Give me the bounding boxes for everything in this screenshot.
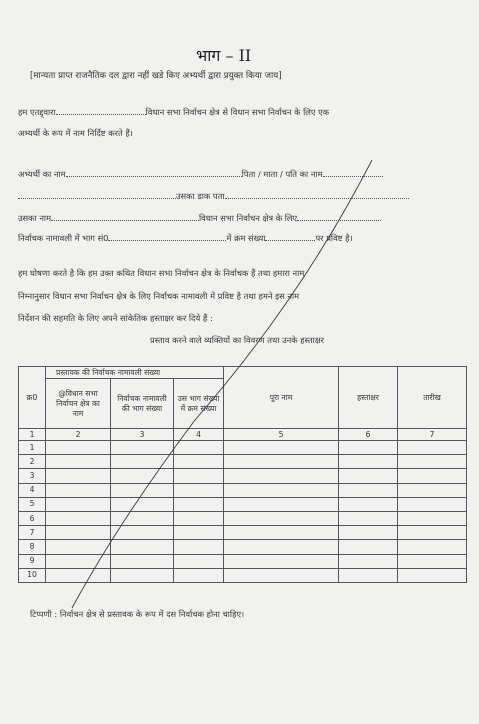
postal-address-label: उसका डाक पता bbox=[176, 191, 225, 201]
header-constituency: @विधान सभा निर्वाचन क्षेत्र का नाम bbox=[46, 379, 111, 429]
row-serial: 3 bbox=[19, 469, 46, 483]
header-group-roll: प्रस्तावक की निर्वाचक नामावली सख्या bbox=[46, 367, 224, 379]
header-full-name: पूरा नाम bbox=[224, 367, 339, 429]
column-number: 6 bbox=[339, 429, 398, 441]
column-number: 4 bbox=[174, 429, 224, 441]
header-date: तारीख bbox=[398, 367, 467, 429]
row-serial: 8 bbox=[19, 540, 46, 554]
row-serial: 1 bbox=[19, 441, 46, 455]
declaration-line-3: निर्देशन की सहमति के लिए अपने सांकेतिक हस्ताक्षर कर दिये हैं : bbox=[18, 313, 213, 323]
serial-no-label: में क्रम संख्या bbox=[226, 233, 266, 243]
column-number: 2 bbox=[46, 429, 111, 441]
row-serial: 10 bbox=[19, 568, 46, 582]
intro-line-2: अभ्यर्थी के रूप में नाम निर्दिष्ट करते हैं। bbox=[18, 128, 133, 138]
entered-label: पर प्रविष्ट है। bbox=[315, 233, 353, 243]
footnote: टिप्पणी : निर्वाचन क्षेत्र से प्रस्तावक के रूप में दस निर्वाचक होना चाहिए। bbox=[30, 609, 245, 619]
row-serial: 6 bbox=[19, 511, 46, 525]
column-number: 7 bbox=[398, 429, 467, 441]
column-number: 1 bbox=[19, 429, 46, 441]
declaration-line-2: निम्नानुसार विधान सभा निर्वाचन क्षेत्र के लिए निर्वाचक नामावली में प्रविष्ट है तथा हमने इस नाम bbox=[18, 291, 300, 301]
row-serial: 9 bbox=[19, 554, 46, 568]
column-number: 5 bbox=[224, 429, 339, 441]
header-serial: क्र0 bbox=[19, 367, 46, 429]
header-roll-part: निर्वाचक नामावली की भाग संख्या bbox=[111, 379, 174, 429]
his-name-label: उसका नाम bbox=[18, 213, 52, 223]
row-serial: 2 bbox=[19, 455, 46, 469]
table-caption: प्रस्ताव करने वाले व्यक्तियों का विवरण तथा उनके हस्ताक्षर bbox=[150, 335, 325, 345]
page-title: भाग – II bbox=[196, 46, 252, 65]
header-serial-in-part: उस भाग संख्या में क्रम संख्या bbox=[174, 379, 224, 429]
intro-text-a: हम एतद्द्वारा bbox=[18, 107, 56, 117]
constituency-list-label: विधान सभा निर्वाचन क्षेत्र के लिए bbox=[199, 213, 298, 223]
declaration-line-1: हम घोषणा करते है कि हम उक्त कथित विधान सभा निर्वाचन क्षेत्र के निर्वाचक हैं तथा हमारा नाम bbox=[18, 268, 305, 278]
column-number: 3 bbox=[111, 429, 174, 441]
candidate-name-label: अभ्यर्थी का नाम bbox=[18, 169, 66, 179]
strike-line-path bbox=[72, 160, 372, 608]
page-subtitle: [मान्यता प्राप्त राजनैतिक दल द्वारा नहीं खडे किए अभ्यर्थी द्वारा प्रयुक्त किया जाय] bbox=[30, 71, 282, 81]
roll-part-label: निर्वाचक नामावली में भाग सं0 bbox=[18, 233, 109, 243]
header-signature: हस्ताक्षर bbox=[339, 367, 398, 429]
row-serial: 4 bbox=[19, 483, 46, 497]
parent-name-label: पिता / माता / पति का नाम bbox=[241, 169, 323, 179]
row-serial: 7 bbox=[19, 526, 46, 540]
row-serial: 5 bbox=[19, 497, 46, 511]
intro-text-b: विधान सभा निर्वाचन क्षेत्र से विधान सभा निर्वाचन के लिए एक bbox=[145, 107, 330, 117]
